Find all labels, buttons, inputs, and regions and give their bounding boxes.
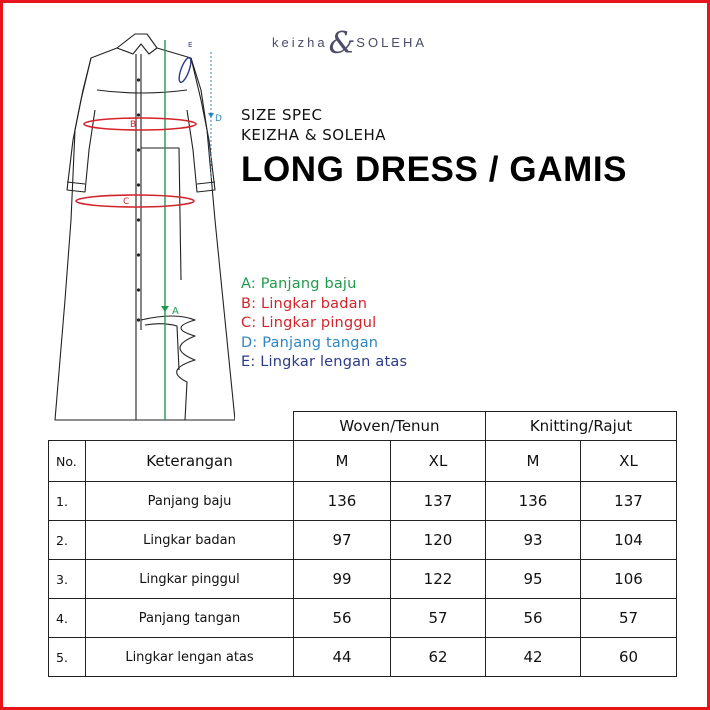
brand-name-left: keizha: [272, 35, 328, 50]
ruffle-outline: [141, 316, 195, 420]
brand-logo: [272, 26, 427, 61]
cell-knit-m: 136: [486, 482, 581, 521]
header-keterangan: Keterangan: [86, 441, 294, 482]
group-knitting: Knitting/Rajut: [486, 412, 677, 441]
cell-knit-xl: 137: [581, 482, 677, 521]
label-d: D: [215, 114, 222, 124]
legend-item-e: E: Lingkar lengan atas: [241, 354, 408, 370]
cell-knit-xl: 60: [581, 638, 677, 677]
cell-no: 2.: [49, 521, 86, 560]
cell-no: 3.: [49, 560, 86, 599]
brand-name-right: SOLEHA: [356, 35, 428, 50]
cell-woven-xl: 120: [391, 521, 486, 560]
legend-item-c: C: Lingkar pinggul: [241, 315, 377, 331]
cell-desc: Lingkar badan: [86, 521, 294, 560]
table-row: [49, 560, 677, 599]
table-header-row: [49, 441, 677, 482]
label-c: C: [123, 197, 130, 207]
table-row: [49, 482, 677, 521]
size-spec-label: SIZE SPEC: [241, 106, 323, 124]
left-sleeve: [67, 58, 95, 192]
cell-knit-m: 42: [486, 638, 581, 677]
cell-woven-m: 136: [294, 482, 391, 521]
cell-no: 1.: [49, 482, 86, 521]
cell-no: 5.: [49, 638, 86, 677]
size-table: [48, 411, 677, 677]
cell-knit-xl: 57: [581, 599, 677, 638]
header-woven-xl: XL: [391, 441, 486, 482]
group-woven: Woven/Tenun: [294, 412, 486, 441]
legend-item-a: A: Panjang baju: [241, 276, 357, 292]
header-woven-m: M: [294, 441, 391, 482]
cell-woven-xl: 122: [391, 560, 486, 599]
cell-desc: Lingkar pinggul: [86, 560, 294, 599]
cell-desc: Panjang tangan: [86, 599, 294, 638]
cell-knit-xl: 104: [581, 521, 677, 560]
legend-item-b: B: Lingkar badan: [241, 295, 368, 312]
cell-woven-m: 44: [294, 638, 391, 677]
cell-desc: Panjang baju: [86, 482, 294, 521]
dress-diagram: [45, 30, 235, 430]
header-knit-m: M: [486, 441, 581, 482]
label-b: B: [130, 120, 137, 130]
table-row: [49, 638, 677, 677]
cell-woven-m: 99: [294, 560, 391, 599]
cell-knit-m: 95: [486, 560, 581, 599]
legend-item-d: D: Panjang tangan: [241, 334, 379, 351]
brand-spec-label: KEIZHA & SOLEHA: [241, 126, 386, 144]
cell-woven-xl: 62: [391, 638, 486, 677]
label-e: E: [188, 41, 193, 49]
cell-woven-xl: 137: [391, 482, 486, 521]
cell-no: 4.: [49, 599, 86, 638]
bodice-outline: [55, 48, 235, 420]
measure-ring-e: [177, 56, 193, 83]
header-no: No.: [49, 441, 86, 482]
header-knit-xl: XL: [581, 441, 677, 482]
measurement-legend: [241, 275, 407, 373]
cell-knit-xl: 106: [581, 560, 677, 599]
table-group-row: [49, 412, 677, 441]
label-a: A: [172, 306, 179, 317]
measure-ring-b: [84, 118, 196, 130]
cell-woven-m: 56: [294, 599, 391, 638]
brand-ampersand: &: [328, 26, 356, 61]
cell-knit-m: 93: [486, 521, 581, 560]
cell-woven-m: 97: [294, 521, 391, 560]
collar-outline: [117, 34, 157, 54]
cell-desc: Lingkar lengan atas: [86, 638, 294, 677]
table-row: [49, 521, 677, 560]
cell-knit-m: 56: [486, 599, 581, 638]
cell-woven-xl: 57: [391, 599, 486, 638]
measure-ring-c: [76, 195, 194, 207]
page-title: LONG DRESS / GAMIS: [241, 150, 628, 189]
table-row: [49, 599, 677, 638]
